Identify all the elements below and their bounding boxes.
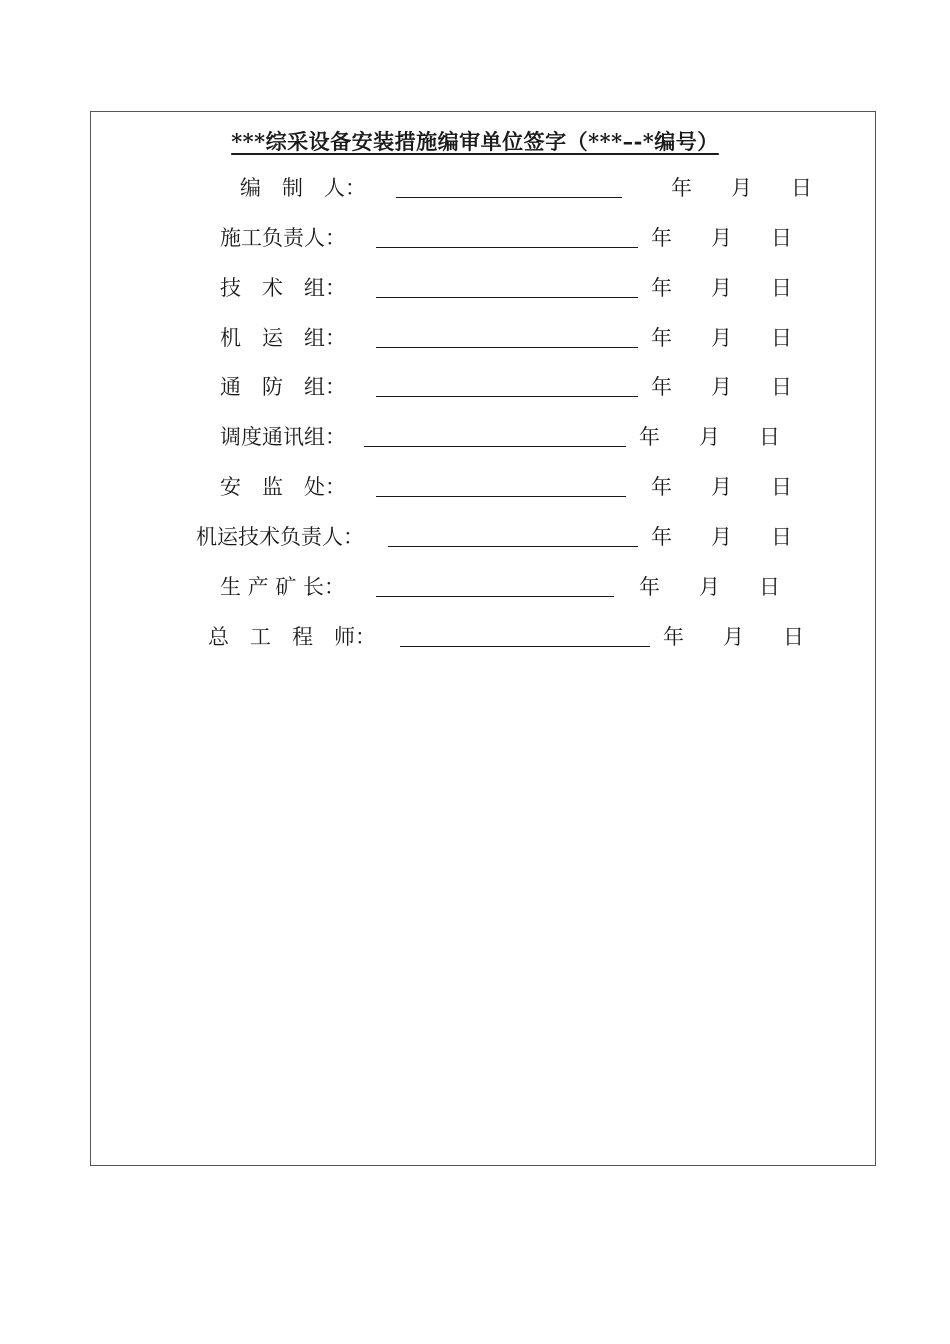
signature-row-production-mine-director — [0, 572, 950, 602]
row-label: 安 监 处： — [220, 475, 346, 499]
date-year: 年 — [651, 326, 672, 350]
signature-line[interactable] — [376, 247, 638, 248]
date-month: 月 — [731, 176, 752, 200]
signature-line[interactable] — [376, 496, 626, 497]
row-label: 总 工 程 师： — [208, 625, 376, 649]
date-month: 月 — [723, 625, 744, 649]
date-day: 日 — [771, 326, 792, 350]
row-label: 通 防 组： — [220, 375, 346, 399]
row-label: 机 运 组： — [220, 326, 346, 350]
date-year: 年 — [651, 276, 672, 300]
date-month: 月 — [711, 475, 732, 499]
signature-line[interactable] — [376, 347, 638, 348]
date-year: 年 — [639, 575, 660, 599]
signature-line[interactable] — [376, 596, 614, 597]
date-month: 月 — [711, 375, 732, 399]
signature-line[interactable] — [364, 446, 626, 447]
signature-row-construction-lead — [0, 223, 950, 253]
date-day: 日 — [759, 575, 780, 599]
row-label: 技 术 组： — [220, 276, 346, 300]
date-day: 日 — [771, 375, 792, 399]
row-label: 机运技术负责人： — [196, 525, 364, 549]
date-month: 月 — [699, 575, 720, 599]
date-month: 月 — [699, 425, 720, 449]
signature-row-compiler — [0, 173, 950, 203]
date-day: 日 — [759, 425, 780, 449]
date-day: 日 — [791, 176, 812, 200]
signature-line[interactable] — [396, 197, 622, 198]
date-year: 年 — [651, 375, 672, 399]
date-year: 年 — [651, 525, 672, 549]
signature-row-mechanical-technical-lead — [0, 522, 950, 552]
row-label: 调度通讯组： — [220, 425, 346, 449]
date-day: 日 — [771, 475, 792, 499]
date-day: 日 — [771, 276, 792, 300]
date-day: 日 — [783, 625, 804, 649]
date-year: 年 — [671, 176, 692, 200]
form-title-text: ***综采设备安装措施编审单位签字（***–-*编号） — [231, 129, 719, 154]
date-day: 日 — [771, 525, 792, 549]
date-year: 年 — [651, 226, 672, 250]
date-year: 年 — [663, 625, 684, 649]
signature-row-chief-engineer — [0, 622, 950, 652]
date-year: 年 — [651, 475, 672, 499]
signature-row-dispatch-communication-group — [0, 422, 950, 452]
signature-line[interactable] — [388, 546, 638, 547]
row-label: 生 产 矿 长： — [220, 575, 346, 599]
row-label: 施工负责人： — [220, 226, 346, 250]
date-month: 月 — [711, 226, 732, 250]
signature-row-mechanical-transport-group — [0, 323, 950, 353]
date-month: 月 — [711, 525, 732, 549]
date-month: 月 — [711, 326, 732, 350]
signature-row-technical-group — [0, 273, 950, 303]
signature-line[interactable] — [400, 646, 650, 647]
date-day: 日 — [771, 226, 792, 250]
row-label: 编 制 人： — [240, 176, 366, 200]
signature-line[interactable] — [376, 396, 638, 397]
date-year: 年 — [639, 425, 660, 449]
signature-row-ventilation-group — [0, 372, 950, 402]
form-title — [0, 126, 950, 156]
date-month: 月 — [711, 276, 732, 300]
signature-row-safety-supervision — [0, 472, 950, 502]
signature-line[interactable] — [376, 297, 638, 298]
